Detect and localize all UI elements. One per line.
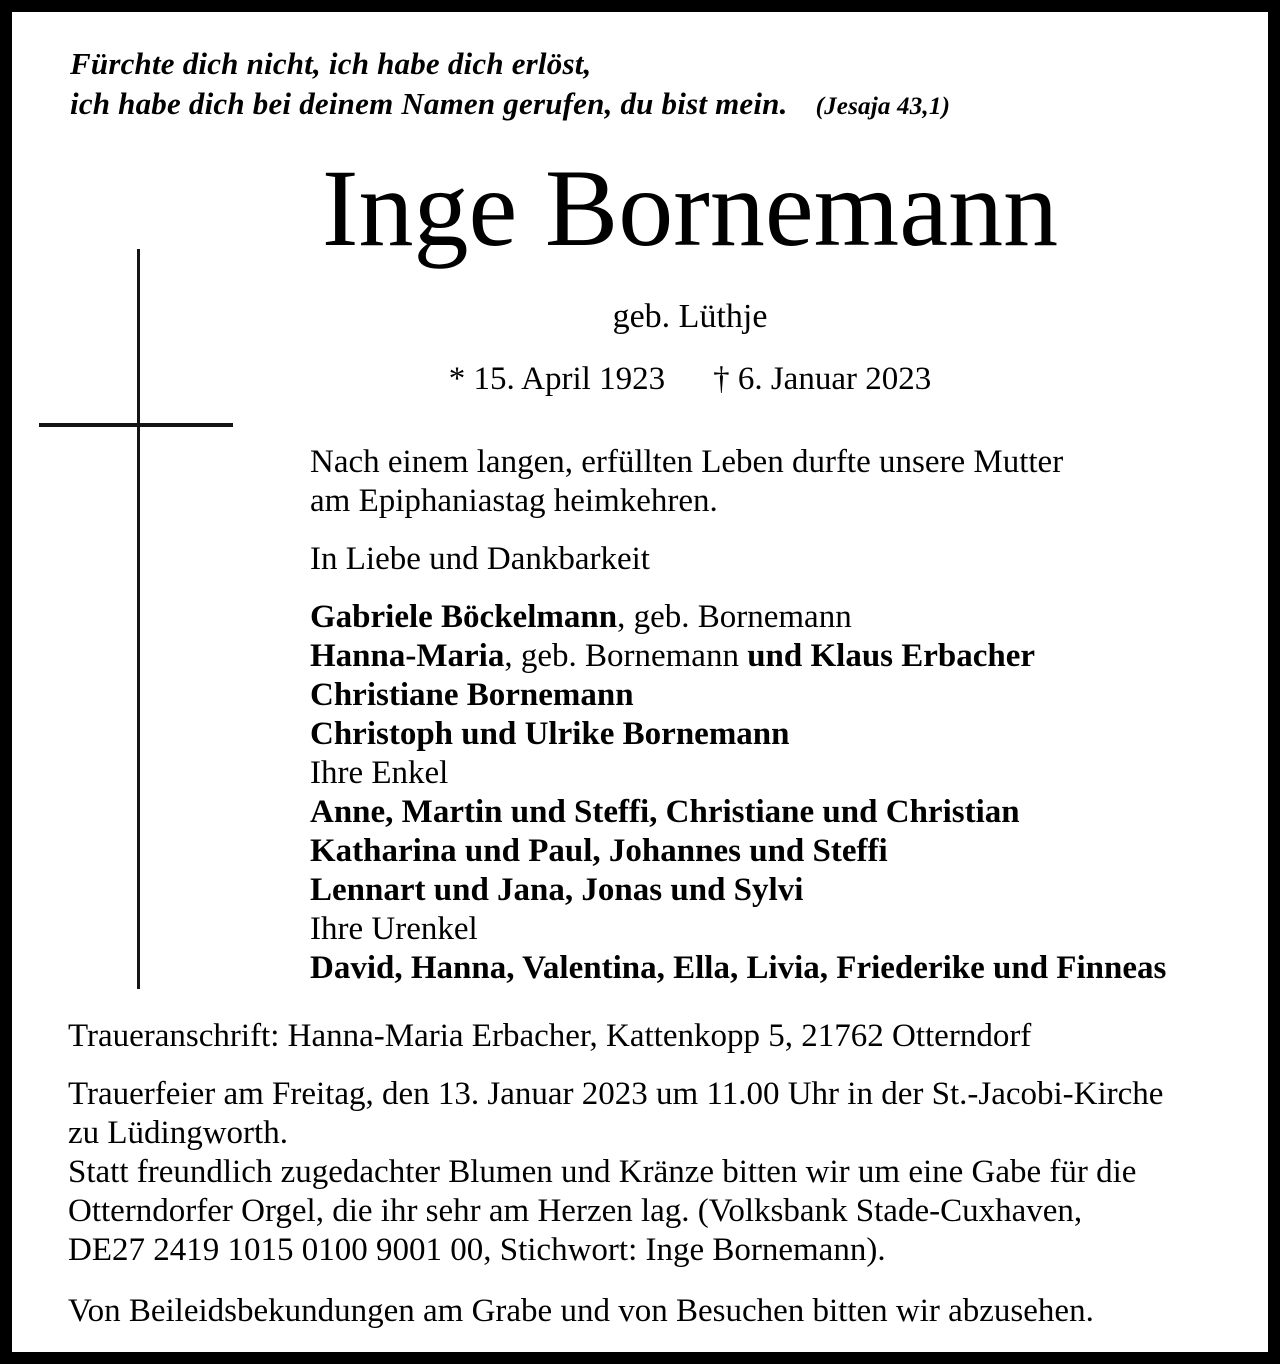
family-name: Gabriele Böckelmann bbox=[310, 599, 618, 635]
family-name: Lennart und Jana, Jonas und Sylvi bbox=[310, 872, 804, 908]
family-group-label-grandchildren bbox=[310, 754, 1268, 793]
maiden-name: geb. Lüthje bbox=[612, 298, 768, 335]
family-name-suffix: , geb. Bornemann bbox=[504, 638, 748, 674]
service-line-3: Statt freundlich zugedachter Blumen und Kränze bitten wir um eine Gabe für die bbox=[68, 1154, 1137, 1190]
intro-line-2: am Epiphaniastag heimkehren. bbox=[310, 483, 718, 519]
family-name: David, Hanna, Valentina, Ella, Livia, Friederike und Finneas bbox=[310, 950, 1167, 986]
family-line-daughter-1 bbox=[310, 598, 1268, 637]
mourning-address: Traueranschrift: Hanna-Maria Erbacher, Kattenkopp 5, 21762 Otterndorf bbox=[68, 1018, 1032, 1054]
family-name-suffix: , geb. Bornemann bbox=[617, 599, 852, 635]
group-label: Ihre Urenkel bbox=[310, 911, 478, 947]
family-name: Anne, Martin und Steffi, Christiane und Christian bbox=[310, 794, 1020, 830]
footer-column bbox=[68, 1017, 1238, 1331]
family-name: Katharina und Paul, Johannes und Steffi bbox=[310, 833, 888, 869]
death-date: † 6. Januar 2023 bbox=[713, 361, 932, 397]
cross-icon bbox=[137, 249, 140, 989]
service-line-2: zu Lüdingworth. bbox=[68, 1115, 288, 1151]
service-line-4: Otterndorfer Orgel, die ihr sehr am Herzen lag. (Volksbank Stade-Cuxhaven, bbox=[68, 1193, 1083, 1229]
service-line-1: Trauerfeier am Freitag, den 13. Januar 2023 um 11.00 Uhr in der St.-Jacobi-Kirche bbox=[68, 1076, 1164, 1112]
family-line-grandchildren-2 bbox=[310, 832, 1268, 871]
intro-line-1: Nach einem langen, erfüllten Leben durfte unsere Mutter bbox=[310, 444, 1064, 480]
tribute-line: In Liebe und Dankbarkeit bbox=[310, 541, 650, 577]
service-line-5: DE27 2419 1015 0100 9001 00, Stichwort: Inge Bornemann). bbox=[68, 1232, 886, 1268]
header-column bbox=[112, 147, 1268, 399]
family-line-son bbox=[310, 715, 1268, 754]
family-name: Hanna-Maria bbox=[310, 638, 505, 674]
family-group-label-great-grandchildren bbox=[310, 910, 1268, 949]
scripture-line-2 bbox=[70, 84, 1268, 127]
body-column bbox=[310, 443, 1268, 988]
intro-paragraph bbox=[310, 443, 1268, 521]
closing-line: Von Beileidsbekundungen am Grabe und von Besuchen bitten wir abzusehen. bbox=[68, 1293, 1094, 1329]
family-line-grandchildren-3 bbox=[310, 871, 1268, 910]
scripture-line-1: Fürchte dich nicht, ich habe dich erlöst, bbox=[70, 46, 592, 81]
obituary-content bbox=[12, 44, 1268, 1364]
family-name: und Klaus Erbacher bbox=[747, 638, 1036, 674]
family-name: Christoph und Ulrike Bornemann bbox=[310, 716, 790, 752]
scripture-line-2-text: ich habe dich bei deinem Namen gerufen, du bist mein. bbox=[70, 86, 788, 121]
family-line-great-grandchildren bbox=[310, 949, 1268, 988]
family-name: Christiane Bornemann bbox=[310, 677, 634, 713]
service-details bbox=[68, 1075, 1238, 1270]
family-list bbox=[310, 598, 1268, 988]
group-label: Ihre Enkel bbox=[310, 755, 449, 791]
scripture-quote bbox=[70, 44, 1268, 127]
birth-date: * 15. April 1923 bbox=[448, 361, 666, 397]
life-dates bbox=[112, 360, 1268, 399]
deceased-name: Inge Bornemann bbox=[321, 147, 1059, 269]
scripture-citation: (Jesaja 43,1) bbox=[815, 93, 951, 120]
family-line-daughter-3 bbox=[310, 676, 1268, 715]
family-line-daughter-2 bbox=[310, 637, 1268, 676]
family-line-grandchildren-1 bbox=[310, 793, 1268, 832]
cross-icon-arm bbox=[39, 423, 233, 427]
